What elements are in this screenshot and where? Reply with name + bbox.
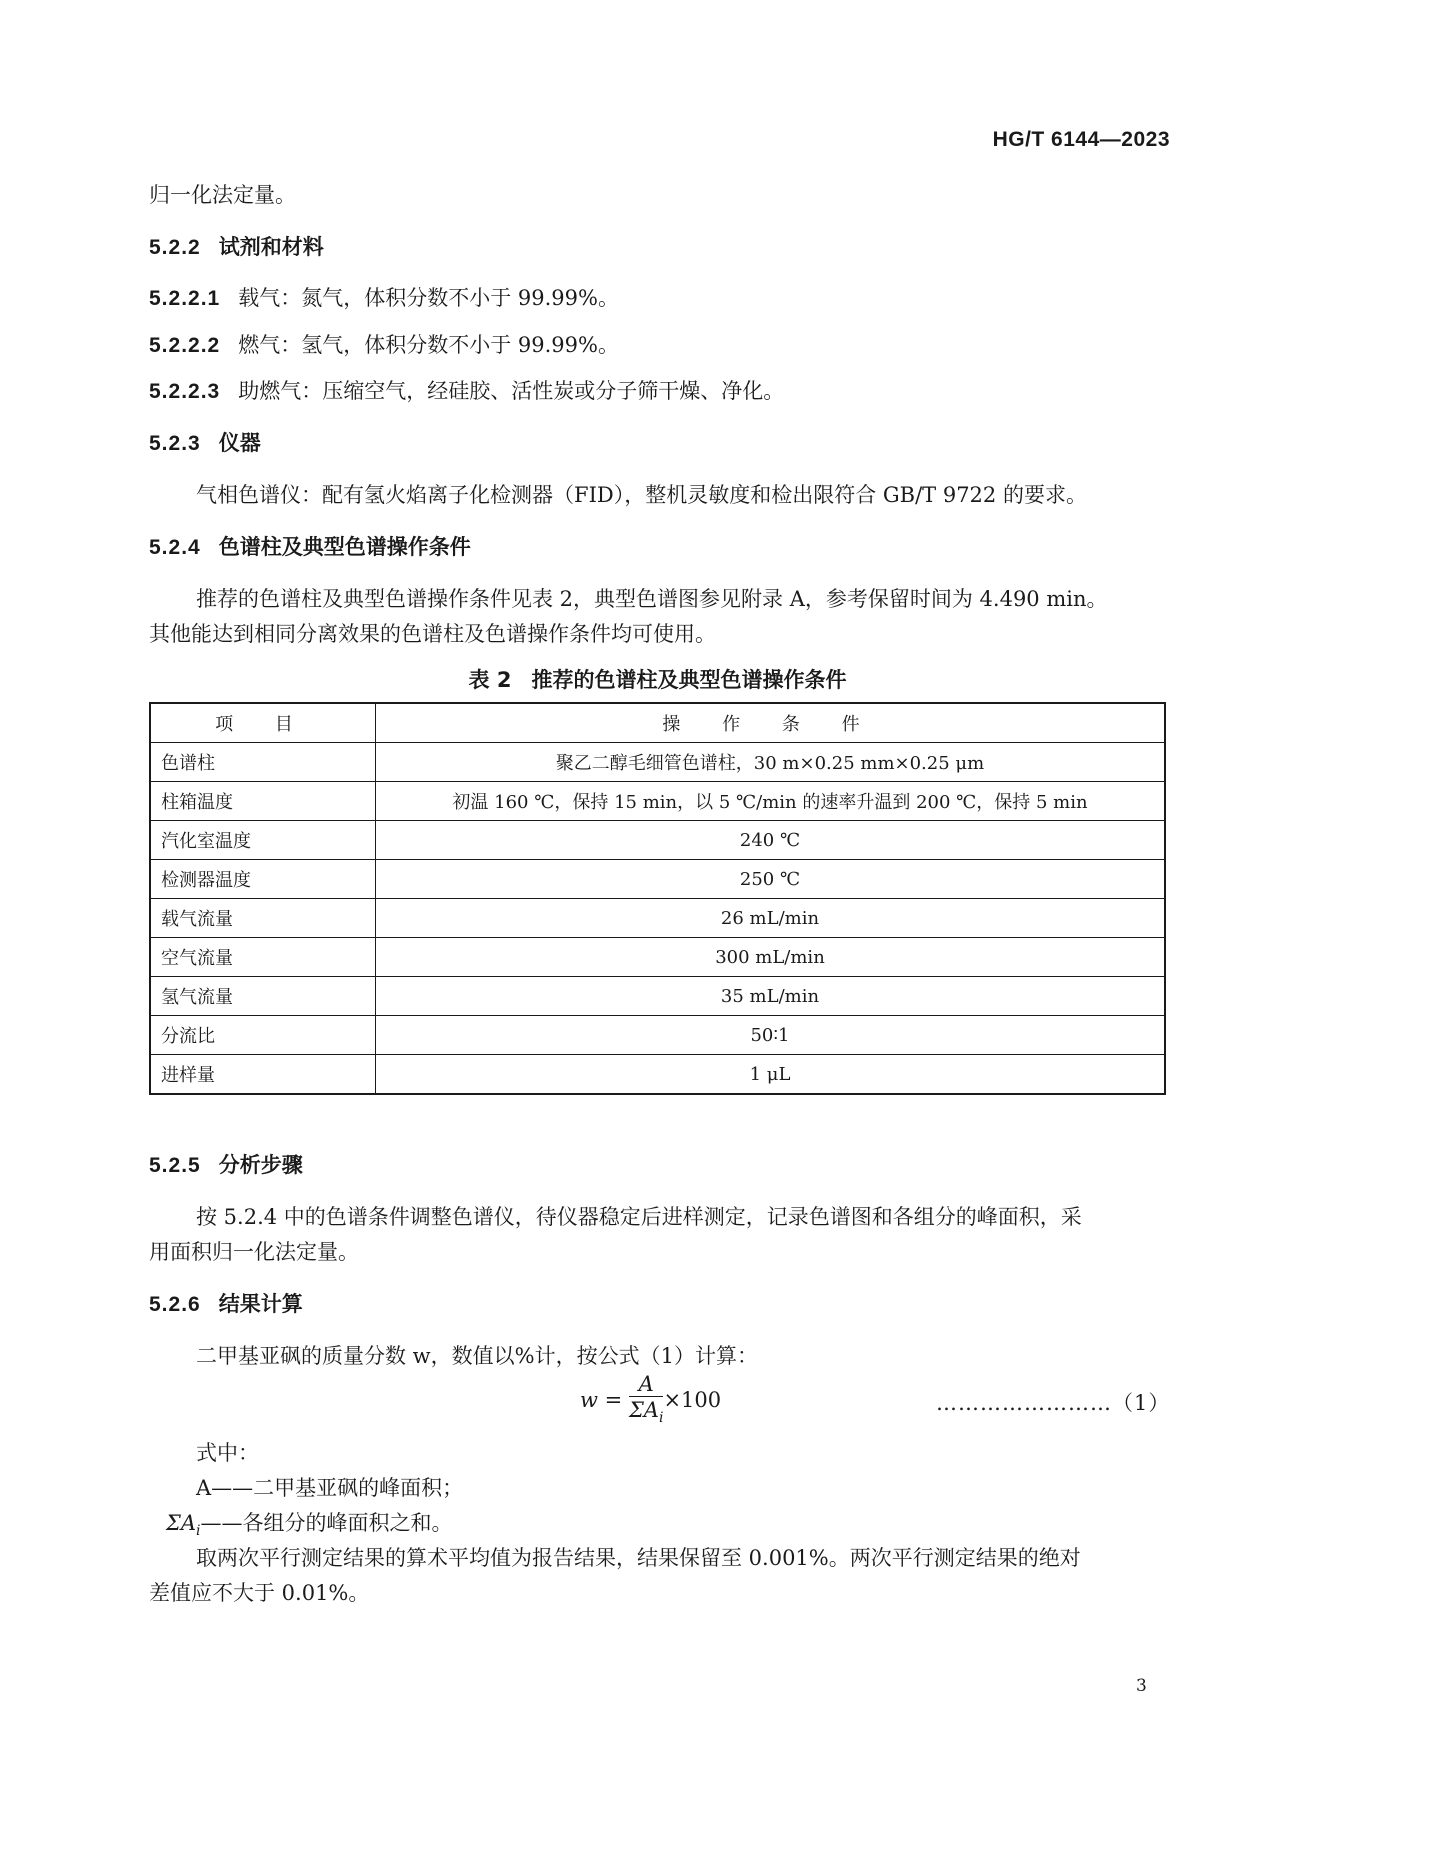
- table-row: [150, 821, 1165, 860]
- condition-cell: 35 mL/min: [376, 977, 1166, 1016]
- table-row: [150, 938, 1165, 977]
- section-title: 仪器: [218, 431, 261, 455]
- item-cell: 氢气流量: [150, 977, 376, 1016]
- instrument-paragraph: 气相色谱仪：配有氢火焰离子化检测器（FID），整机灵敏度和检出限符合 GB/T 9722 的要求。: [196, 483, 1087, 507]
- formula-fraction: [629, 1372, 664, 1431]
- continuation-line: 归一化法定量。: [149, 183, 296, 207]
- section-5-2-2-heading: [149, 232, 324, 263]
- clause-text: 助燃气：压缩空气，经硅胶、活性炭或分子筛干燥、净化。: [238, 379, 785, 403]
- conditions-table: [149, 702, 1166, 1095]
- condition-cell: 初温 160 ℃，保持 15 min，以 5 ℃/min 的速率升温到 200 ℃，保持 5 min: [376, 782, 1166, 821]
- table-row: [150, 782, 1165, 821]
- section-title: 分析步骤: [218, 1153, 303, 1177]
- section-number: 5.2.2: [149, 236, 201, 259]
- table-row: [150, 860, 1165, 899]
- item-cell: 柱箱温度: [150, 782, 376, 821]
- formula-leader-dots: ……………………: [936, 1391, 1112, 1415]
- formula-index: （1）: [1112, 1391, 1171, 1415]
- where-label: 式中：: [196, 1441, 259, 1465]
- condition-cell: 50∶1: [376, 1016, 1166, 1055]
- clause-number: 5.2.2.3: [149, 380, 221, 403]
- procedure-paragraph-line-1: 按 5.2.4 中的色谱条件调整色谱仪，待仪器稳定后进样测定，记录色谱图和各组分的峰面积，采: [196, 1205, 1082, 1229]
- table-row: [150, 1055, 1165, 1095]
- section-number: 5.2.4: [149, 536, 201, 559]
- section-number: 5.2.3: [149, 432, 201, 455]
- section-title: 色谱柱及典型色谱操作条件: [218, 535, 471, 559]
- conditions-paragraph-line-1: 推荐的色谱柱及典型色谱操作条件见表 2，典型色谱图参见附录 A，参考保留时间为 4.490 min。: [196, 587, 1108, 611]
- formula-rhs: ×100: [663, 1388, 722, 1413]
- procedure-paragraph-line-2: 用面积归一化法定量。: [149, 1240, 359, 1264]
- section-5-2-6-heading: [149, 1289, 303, 1320]
- clause-5-2-2-2: [149, 330, 619, 361]
- clause-text: 燃气：氢气，体积分数不小于 99.99%。: [238, 333, 619, 357]
- condition-cell: 240 ℃: [376, 821, 1166, 860]
- result-paragraph-line-1: 取两次平行测定结果的算术平均值为报告结果，结果保留至 0.001%。两次平行测定结果的绝对: [196, 1546, 1081, 1570]
- table-row: [150, 743, 1165, 782]
- item-cell: 色谱柱: [150, 743, 376, 782]
- table-caption: [149, 664, 1166, 694]
- item-cell: 空气流量: [150, 938, 376, 977]
- condition-cell: 250 ℃: [376, 860, 1166, 899]
- formula-number: [936, 1387, 1170, 1417]
- condition-cell: 1 μL: [376, 1055, 1166, 1095]
- section-title: 结果计算: [218, 1292, 303, 1316]
- section-number: 5.2.5: [149, 1154, 201, 1177]
- table-row: [150, 899, 1165, 938]
- standard-code: HG/T 6144—2023: [992, 128, 1170, 151]
- page-number: 3: [1136, 1676, 1147, 1696]
- table-row: [150, 977, 1165, 1016]
- table-row: [150, 1016, 1165, 1055]
- formula-denominator: $\Sigma A_i$: [628, 1398, 664, 1427]
- header-condition: 操 作 条 件: [376, 703, 1166, 743]
- formula-lhs: w =: [580, 1388, 623, 1413]
- header-item: 项 目: [150, 703, 376, 743]
- condition-cell: 聚乙二醇毛细管色谱柱，30 m×0.25 mm×0.25 μm: [376, 743, 1166, 782]
- section-title: 试剂和材料: [218, 235, 324, 259]
- section-5-2-5-heading: [149, 1150, 303, 1181]
- table-header-row: [150, 703, 1165, 743]
- item-cell: 进样量: [150, 1055, 376, 1095]
- conditions-paragraph-line-2: 其他能达到相同分离效果的色谱柱及色谱操作条件均可使用。: [149, 622, 716, 646]
- clause-5-2-2-3: [149, 376, 784, 407]
- formula-1: [580, 1372, 721, 1431]
- item-cell: 分流比: [150, 1016, 376, 1055]
- definition-sum-a: $\Sigma A_i——$各组分的峰面积之和。: [166, 1511, 453, 1540]
- calculation-intro: 二甲基亚砜的质量分数 w，数值以%计，按公式（1）计算：: [196, 1344, 758, 1368]
- section-5-2-3-heading: [149, 428, 261, 459]
- formula-numerator: A: [629, 1372, 664, 1397]
- condition-cell: 300 mL/min: [376, 938, 1166, 977]
- result-paragraph-line-2: 差值应不大于 0.01%。: [149, 1581, 370, 1605]
- item-cell: 汽化室温度: [150, 821, 376, 860]
- condition-cell: 26 mL/min: [376, 899, 1166, 938]
- item-cell: 检测器温度: [150, 860, 376, 899]
- clause-text: 载气：氮气，体积分数不小于 99.99%。: [238, 286, 619, 310]
- section-number: 5.2.6: [149, 1293, 201, 1316]
- clause-number: 5.2.2.2: [149, 334, 221, 357]
- table-number: 表 2: [468, 668, 512, 692]
- definition-a: A——二甲基亚砜的峰面积；: [196, 1476, 464, 1500]
- section-5-2-4-heading: [149, 532, 471, 563]
- clause-number: 5.2.2.1: [149, 287, 221, 310]
- clause-5-2-2-1: [149, 283, 619, 314]
- table-title: 推荐的色谱柱及典型色谱操作条件: [531, 668, 847, 692]
- item-cell: 载气流量: [150, 899, 376, 938]
